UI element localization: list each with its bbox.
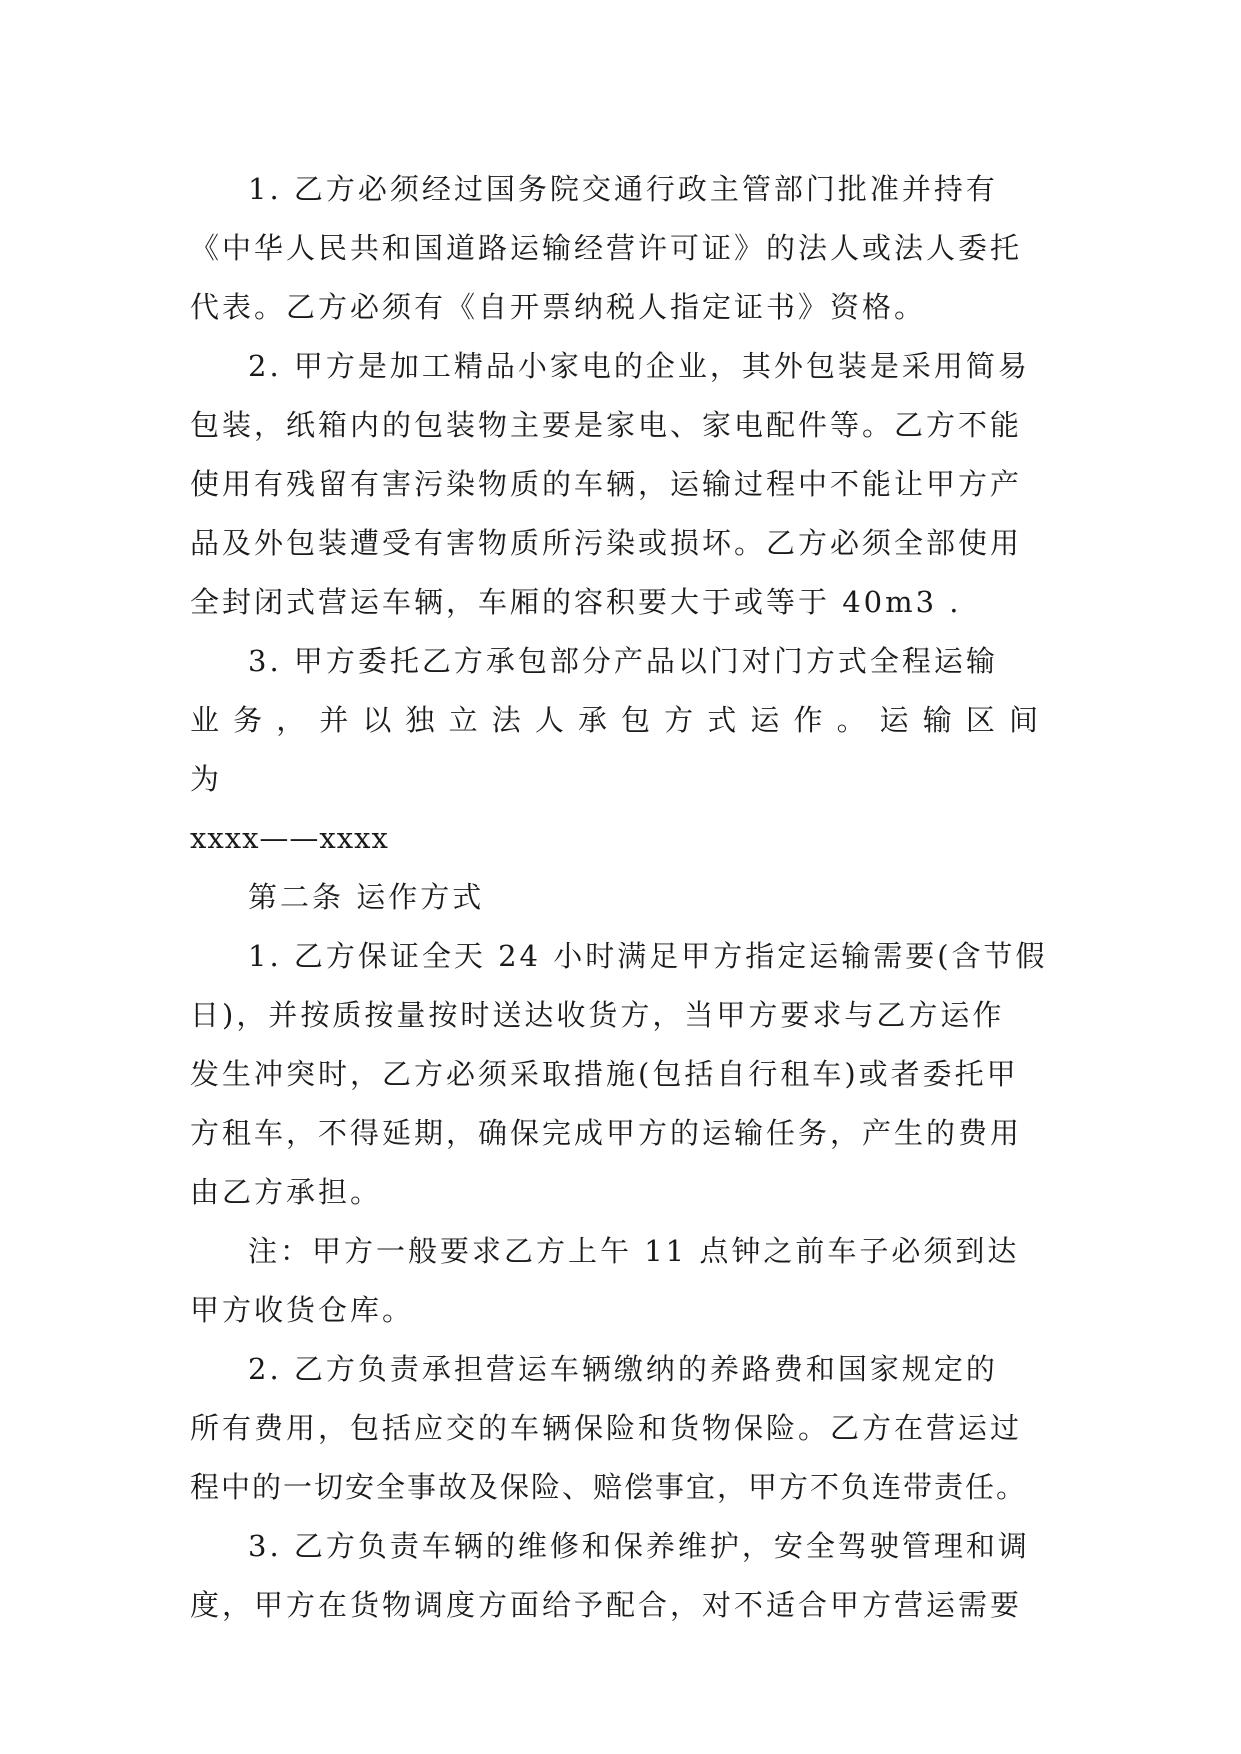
- text-line: 所有费用，包括应交的车辆保险和货物保险。乙方在营运过: [190, 1411, 1023, 1445]
- text-line: 3. 甲方委托乙方承包部分产品以门对门方式全程运输: [248, 644, 998, 678]
- text-line: 业务，并以独立法人承包方式运作。运输区间为: [190, 703, 1050, 796]
- paragraph-requirement-1: [190, 160, 1050, 337]
- text-line: 全封闭式营运车辆，车厢的容积要大于或等于 40m3 .: [190, 585, 962, 619]
- paragraph-requirement-2: [190, 337, 1050, 632]
- text-line: 度，甲方在货物调度方面给予配合，对不适合甲方营运需要: [190, 1588, 1023, 1622]
- text-line: 由乙方承担。: [190, 1175, 383, 1209]
- text-line: 方租车，不得延期，确保完成甲方的运输任务，产生的费用: [190, 1116, 1023, 1150]
- document-body: [190, 160, 1050, 1635]
- section-title: 第二条 运作方式: [248, 880, 485, 914]
- paragraph-requirement-3: [190, 632, 1050, 868]
- paragraph-operation-2: [190, 1340, 1050, 1517]
- text-line: 程中的一切安全事故及保险、赔偿事宜，甲方不负连带责任。: [190, 1470, 1028, 1504]
- text-line: 日)，并按质按量按时送达收货方，当甲方要求与乙方运作: [190, 998, 1005, 1032]
- paragraph-operation-1: [190, 927, 1050, 1222]
- text-line: 代表。乙方必须有《自开票纳税人指定证书》资格。: [190, 290, 927, 324]
- text-line: 包装，纸箱内的包装物主要是家电、家电配件等。乙方不能: [190, 408, 1023, 442]
- text-line: 1. 乙方保证全天 24 小时满足甲方指定运输需要(含节假: [248, 939, 1048, 973]
- text-line: xxxx——xxxx: [190, 821, 389, 855]
- text-line: 《中华人民共和国道路运输经营许可证》的法人或法人委托: [190, 231, 1023, 265]
- text-line: 2. 乙方负责承担营运车辆缴纳的养路费和国家规定的: [248, 1352, 998, 1386]
- section-heading: [190, 868, 1050, 927]
- paragraph-note: [190, 1222, 1050, 1340]
- text-line: 1. 乙方必须经过国务院交通行政主管部门批准并持有: [248, 172, 998, 206]
- text-line: 甲方收货仓库。: [190, 1293, 415, 1327]
- text-line: 2. 甲方是加工精品小家电的企业，其外包装是采用简易: [248, 349, 1030, 383]
- text-line: 发生冲突时，乙方必须采取措施(包括自行租车)或者委托甲: [190, 1057, 1019, 1091]
- text-line: 品及外包装遭受有害物质所污染或损坏。乙方必须全部使用: [190, 526, 1023, 560]
- text-line: 3. 乙方负责车辆的维修和保养维护，安全驾驶管理和调: [248, 1529, 1030, 1563]
- paragraph-operation-3: [190, 1517, 1050, 1635]
- text-line: 使用有残留有害污染物质的车辆，运输过程中不能让甲方产: [190, 467, 1023, 501]
- text-line: 注：甲方一般要求乙方上午 11 点钟之前车子必须到达: [248, 1234, 1020, 1268]
